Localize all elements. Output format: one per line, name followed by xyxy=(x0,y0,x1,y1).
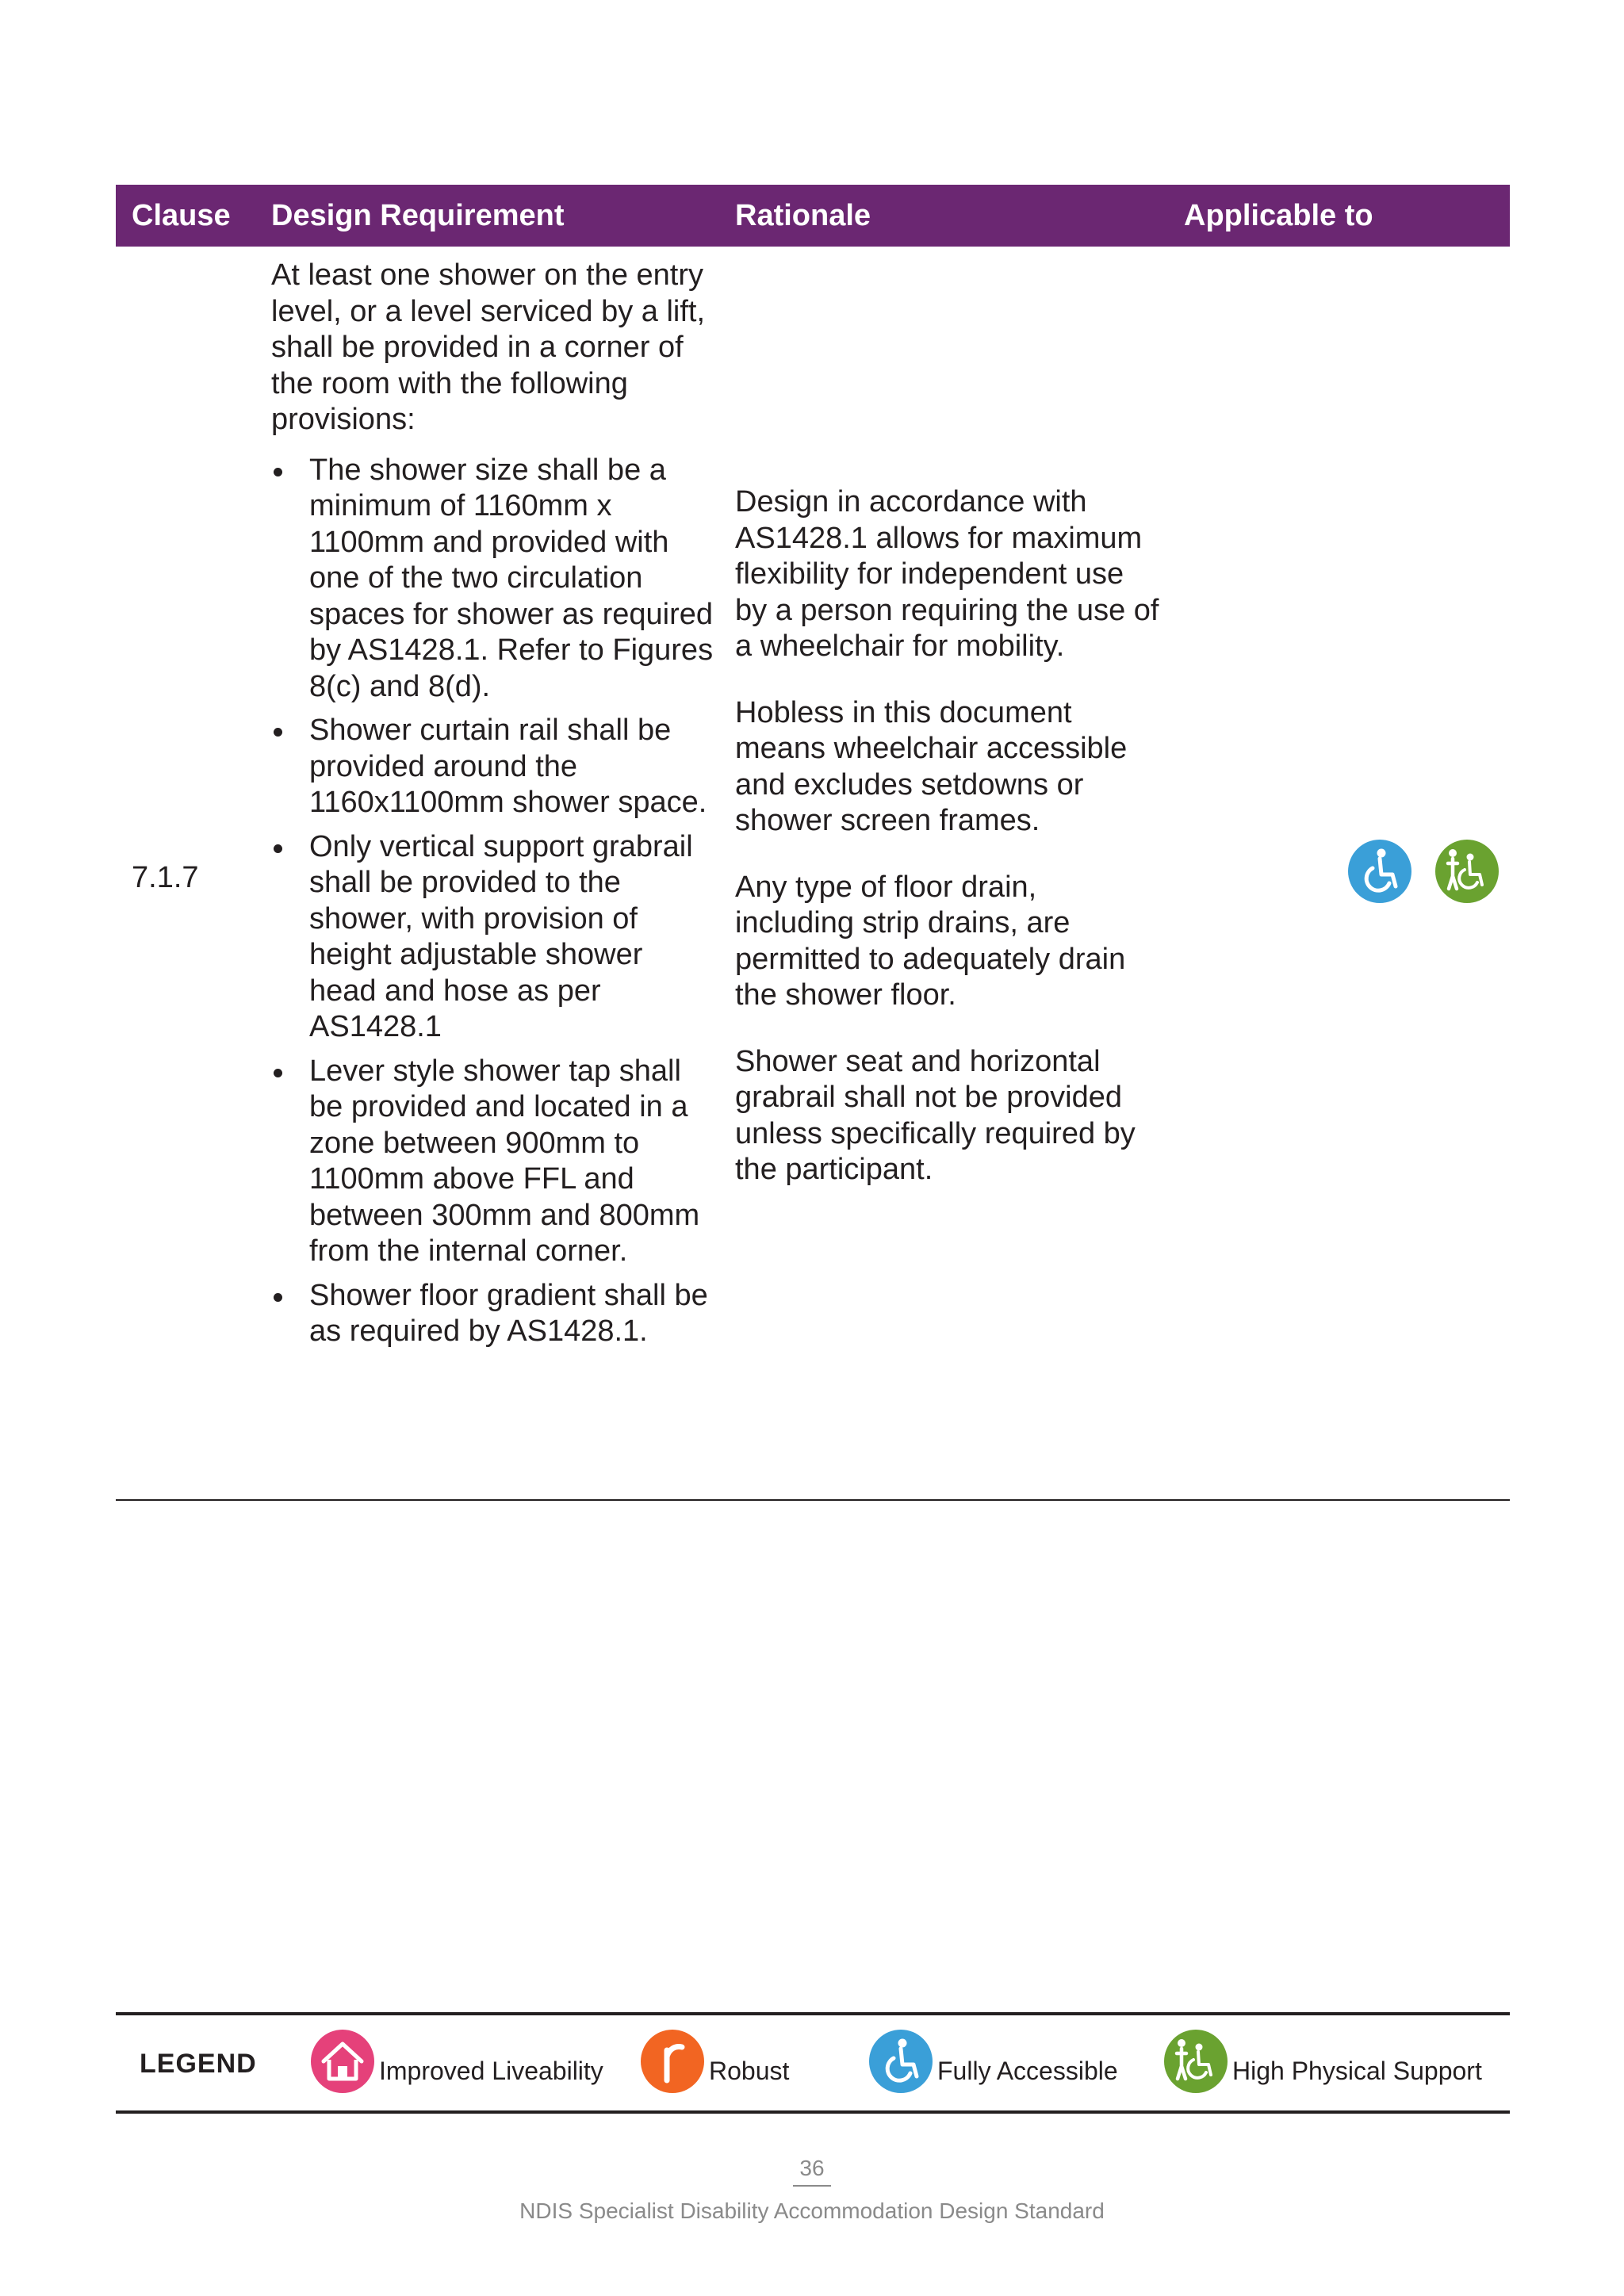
high-physical-support-icon xyxy=(1435,840,1499,903)
requirement-item: Shower floor gradient shall be as required by AS1428.1. xyxy=(271,1278,715,1350)
assisted-wheelchair-icon xyxy=(1164,2030,1228,2093)
legend xyxy=(116,2012,1510,2114)
header-clause: Clause xyxy=(132,199,231,232)
legend-label: Fully Accessible xyxy=(937,2057,1118,2085)
letter-r-icon xyxy=(641,2030,704,2093)
fully-accessible-icon xyxy=(1348,840,1411,903)
header-design-requirement: Design Requirement xyxy=(271,199,565,232)
requirement-item: Shower curtain rail shall be provided around the 1160x1100mm shower space. xyxy=(271,713,715,821)
design-requirement-cell xyxy=(271,258,715,1358)
requirement-item: The shower size shall be a minimum of 1160mm x 1100mm and provided with one of the two circulation spaces for shower as required by AS1428.1. Refer to Figures 8(c) and 8(d). xyxy=(271,453,715,706)
applicable-to-cell xyxy=(1348,840,1507,905)
document-title-footer: NDIS Specialist Disability Accommodation Design Standard xyxy=(519,2198,1105,2223)
page-number-underline xyxy=(793,2185,831,2187)
legend-label: High Physical Support xyxy=(1232,2057,1482,2085)
rationale-paragraph: Hobless in this document means wheelchair accessible and excludes setdowns or shower screen frames. xyxy=(735,695,1128,837)
header-rationale: Rationale xyxy=(735,199,871,232)
rationale-cell xyxy=(735,484,1163,1219)
clause-number: 7.1.7 xyxy=(132,861,199,894)
requirement-item: Only vertical support grabrail shall be provided to the shower, with provision of height adjustable shower head and hose as per AS1428.1 xyxy=(271,829,715,1046)
rationale-paragraph: Shower seat and horizontal grabrail shall not be provided unless specifically required by the participant. xyxy=(735,1044,1136,1186)
page-number: 36 xyxy=(799,2156,825,2180)
house-icon xyxy=(311,2030,374,2093)
rationale-paragraph: Design in accordance with AS1428.1 allows for maximum flexibility for independent use by a person requiring the use of a wheelchair for mobility. xyxy=(735,485,1159,663)
wheelchair-icon xyxy=(869,2030,933,2093)
legend-label: Robust xyxy=(709,2057,790,2085)
table-header xyxy=(116,185,1510,247)
table-row xyxy=(116,247,1510,1501)
legend-label: Improved Liveability xyxy=(379,2057,603,2085)
rationale-paragraph: Any type of floor drain, including strip drains, are permitted to adequately drain the shower floor. xyxy=(735,870,1126,1012)
requirement-item: Lever style shower tap shall be provided and located in a zone between 900mm to 1100mm above FFL and between 300mm and 800mm from the internal corner. xyxy=(271,1054,715,1270)
requirement-intro: At least one shower on the entry level, or a level serviced by a lift, shall be provided in a corner of the room with the following provisions: xyxy=(271,258,706,436)
requirement-list xyxy=(271,453,715,1350)
design-requirements-table xyxy=(116,185,1510,1501)
header-applicable-to: Applicable to xyxy=(1184,199,1373,232)
legend-title: LEGEND xyxy=(140,2049,257,2079)
